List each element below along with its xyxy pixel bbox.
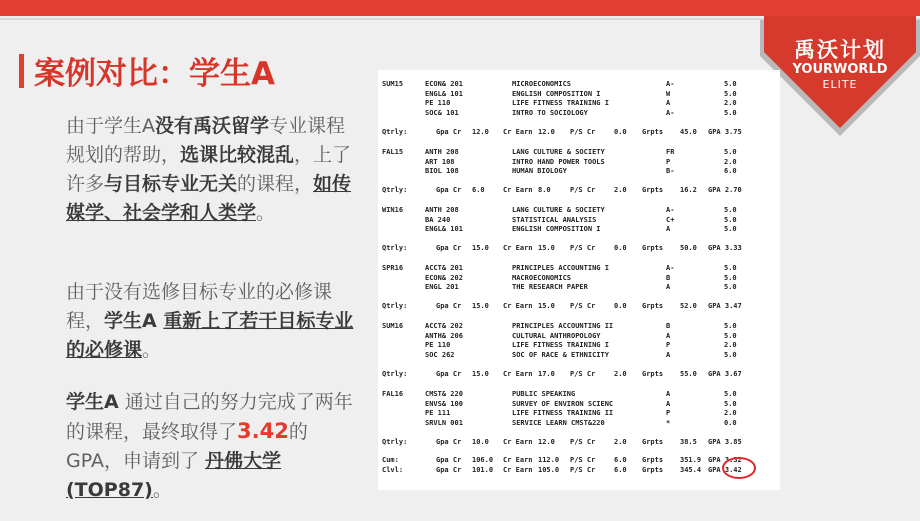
course-credits: 5.0: [724, 148, 737, 156]
summary-cell: GPA 2.70: [708, 186, 742, 194]
course-credits: 5.0: [724, 80, 737, 88]
course-grade: B-: [666, 167, 675, 176]
summary-cell: Grpts: [642, 370, 664, 378]
course-code: PE 111: [425, 409, 451, 418]
course-title: HUMAN BIOLOGY: [512, 167, 567, 176]
course-credits: 5.0: [724, 390, 737, 398]
course-code: CMST& 220: [425, 390, 463, 398]
term-code: SPR16: [382, 264, 404, 272]
course-title: INTRO TO SOCIOLOGY: [512, 108, 588, 117]
course-code: ENVS& 100: [425, 399, 463, 408]
paragraph-2: [66, 278, 356, 365]
course-grade: A-: [666, 108, 675, 117]
summary-cell: GPA 3.32: [708, 456, 742, 464]
course-title: LIFE FITNESS TRAINING II: [512, 409, 614, 418]
summary-cell: 0.0: [614, 244, 627, 252]
course-title: MICROECONOMICS: [512, 80, 572, 88]
slide-title: 案例对比：学生A: [34, 56, 275, 92]
p1-underlined-highlight: 如传媒学、社会学和人类学: [66, 173, 352, 224]
term-code: WIN16: [382, 206, 404, 214]
course-credits: 5.0: [724, 108, 737, 117]
summary-cell: Clvl:: [382, 466, 404, 474]
summary-cell: Cr Earn: [503, 186, 533, 194]
course-credits: 5.0: [724, 399, 737, 408]
summary-cell: 15.0: [538, 302, 555, 310]
logo-english-text: YOURWORLD: [792, 62, 888, 77]
course-title: LIFE FITNESS TRAINING I: [512, 341, 609, 350]
summary-cell: Gpa Cr: [436, 244, 462, 252]
course-code: ART 108: [425, 157, 455, 166]
summary-cell: 2.0: [614, 438, 627, 446]
summary-cell: Gpa Cr: [436, 128, 462, 136]
summary-cell: P/S Cr: [570, 244, 596, 252]
course-credits: 2.0: [724, 157, 737, 166]
summary-cell: 12.0: [538, 128, 555, 136]
paragraph-1: [66, 112, 356, 228]
summary-cell: Grpts: [642, 466, 664, 474]
summary-cell: Qtrly:: [382, 370, 408, 378]
course-credits: 5.0: [724, 331, 737, 340]
logo-chinese-text: 禹沃计划: [794, 38, 886, 62]
summary-cell: Cr Earn: [503, 466, 533, 474]
course-code: ACCT& 201: [425, 264, 463, 272]
course-grade: A: [666, 99, 671, 108]
course-code: ENGL& 101: [425, 89, 463, 98]
summary-cell: Gpa Cr: [436, 186, 462, 194]
course-grade: A: [666, 399, 671, 408]
summary-cell: 15.0: [538, 244, 555, 252]
summary-cell: 15.0: [472, 370, 489, 378]
summary-cell: Cr Earn: [503, 128, 533, 136]
summary-cell: Cum:: [382, 456, 399, 464]
summary-cell: 12.0: [538, 438, 555, 446]
course-code: SOC 262: [425, 350, 455, 359]
course-code: PE 110: [425, 99, 451, 108]
term-code: FAL16: [382, 390, 404, 398]
summary-cell: Qtrly:: [382, 438, 408, 446]
p1-text: 。: [256, 202, 276, 224]
course-title: SOC OF RACE & ETHNICITY: [512, 350, 609, 359]
summary-cell: Gpa Cr: [436, 302, 462, 310]
summary-cell: Gpa Cr: [436, 466, 462, 474]
course-title: PRINCIPLES ACCOUNTING II: [512, 322, 614, 330]
course-credits: 5.0: [724, 273, 737, 282]
course-title: SERVICE LEARN CMST&220: [512, 418, 605, 427]
p2-highlight: 学生A: [104, 310, 164, 332]
summary-cell: P/S Cr: [570, 438, 596, 446]
yourworld-logo: [760, 0, 920, 136]
course-title: CULTURAL ANTHROPOLOGY: [512, 331, 601, 340]
course-credits: 5.0: [724, 225, 737, 234]
course-credits: 5.0: [724, 283, 737, 292]
summary-cell: P/S Cr: [570, 370, 596, 378]
paragraph-3: [66, 388, 356, 505]
summary-cell: Qtrly:: [382, 186, 408, 194]
summary-cell: 17.0: [538, 370, 555, 378]
course-code: ANTH 208: [425, 206, 459, 214]
course-credits: 5.0: [724, 350, 737, 359]
term-code: SUM16: [382, 322, 404, 330]
summary-cell: Grpts: [642, 438, 664, 446]
course-credits: 5.0: [724, 206, 737, 214]
summary-cell: Qtrly:: [382, 128, 408, 136]
summary-cell: Qtrly:: [382, 244, 408, 252]
summary-cell: 16.2: [680, 186, 697, 194]
course-grade: A: [666, 390, 671, 398]
p1-text: 专业课程规划的帮助，: [66, 115, 346, 166]
university-name: 丹佛大学(TOP87): [66, 450, 282, 501]
summary-cell: 50.0: [680, 244, 697, 252]
summary-cell: Grpts: [642, 456, 664, 464]
summary-cell: Grpts: [642, 186, 664, 194]
summary-cell: 38.5: [680, 438, 697, 446]
course-grade: *: [666, 418, 671, 427]
course-title: LANG CULTURE & SOCIETY: [512, 148, 605, 156]
course-grade: A: [666, 331, 671, 340]
summary-cell: GPA 3.75: [708, 128, 742, 136]
course-credits: 2.0: [724, 341, 737, 350]
summary-cell: GPA 3.67: [708, 370, 742, 378]
summary-cell: GPA 3.85: [708, 438, 742, 446]
course-title: LANG CULTURE & SOCIETY: [512, 206, 605, 214]
p1-highlight: 与目标专业无关: [104, 173, 238, 195]
course-grade: FR: [666, 148, 675, 156]
gpa-value: 3.42: [237, 419, 289, 443]
summary-cell: P/S Cr: [570, 128, 596, 136]
summary-cell: 15.0: [472, 244, 489, 252]
summary-cell: Cr Earn: [503, 438, 533, 446]
course-grade: B: [666, 322, 671, 330]
course-code: ACCT& 202: [425, 322, 463, 330]
course-title: STATISTICAL ANALYSIS: [512, 215, 597, 224]
course-grade: A: [666, 350, 671, 359]
p1-text: 由于学生A: [66, 115, 155, 137]
course-code: ENGL& 101: [425, 225, 463, 234]
transcript-image: [378, 70, 780, 490]
summary-cell: 10.0: [472, 438, 489, 446]
summary-cell: 52.0: [680, 302, 697, 310]
course-code: SOC& 101: [425, 108, 459, 117]
summary-cell: 112.0: [538, 456, 560, 464]
summary-cell: 6.0: [614, 466, 627, 474]
course-title: PUBLIC SPEAKING: [512, 390, 576, 398]
summary-cell: P/S Cr: [570, 186, 596, 194]
course-credits: 5.0: [724, 89, 737, 98]
p3-text: 的GPA，申请到了: [66, 421, 308, 472]
summary-cell: 6.0: [472, 186, 485, 194]
p1-text: ，上了许多: [66, 144, 352, 195]
summary-cell: 2.0: [614, 370, 627, 378]
p1-highlight: 选课比较混乱: [180, 144, 295, 166]
summary-cell: P/S Cr: [570, 456, 596, 464]
summary-cell: P/S Cr: [570, 466, 596, 474]
course-code: ENGL 201: [425, 283, 459, 292]
course-grade: P: [666, 157, 671, 166]
term-code: SUM15: [382, 80, 404, 88]
summary-cell: 351.9: [680, 456, 702, 464]
summary-cell: GPA 3.42: [708, 466, 742, 474]
course-grade: A: [666, 225, 671, 234]
course-credits: 5.0: [724, 264, 737, 272]
summary-cell: 8.0: [538, 186, 551, 194]
course-grade: P: [666, 409, 671, 418]
course-code: ECON& 202: [425, 273, 463, 282]
course-title: LIFE FITNESS TRAINING I: [512, 99, 609, 108]
course-credits: 5.0: [724, 322, 737, 330]
summary-cell: Cr Earn: [503, 370, 533, 378]
p1-highlight: 没有禹沃留学: [155, 115, 270, 137]
summary-cell: Gpa Cr: [436, 370, 462, 378]
summary-cell: Grpts: [642, 128, 664, 136]
summary-cell: 12.0: [472, 128, 489, 136]
summary-cell: Cr Earn: [503, 456, 533, 464]
summary-cell: 55.0: [680, 370, 697, 378]
course-grade: W: [666, 89, 671, 98]
course-credits: 5.0: [724, 215, 737, 224]
course-grade: A: [666, 283, 671, 292]
summary-cell: Gpa Cr: [436, 456, 462, 464]
gpa-highlight-circle: [722, 457, 756, 479]
course-code: SRVLN 001: [425, 418, 463, 427]
p3-text: 通过自己的努力完成了两年的课程，最终取得了: [66, 391, 353, 443]
course-credits: 2.0: [724, 409, 737, 418]
logo-subtitle: ELITE: [822, 78, 858, 91]
summary-cell: 105.0: [538, 466, 560, 474]
summary-cell: Cr Earn: [503, 302, 533, 310]
course-code: PE 110: [425, 341, 451, 350]
course-title: ENGLISH COMPOSITION I: [512, 89, 601, 98]
p2-underlined-highlight: 重新上了若干目标专业的必修课: [66, 310, 354, 361]
course-code: BA 240: [425, 215, 451, 224]
course-credits: 0.0: [724, 418, 737, 427]
summary-cell: 15.0: [472, 302, 489, 310]
course-title: PRINCIPLES ACCOUNTING I: [512, 264, 609, 272]
course-title: ENGLISH COMPOSITION I: [512, 225, 601, 234]
course-grade: A-: [666, 80, 675, 88]
p3-text: 。: [152, 479, 172, 501]
summary-cell: Grpts: [642, 302, 664, 310]
course-code: ECON& 201: [425, 80, 463, 88]
summary-cell: Cr Earn: [503, 244, 533, 252]
summary-cell: P/S Cr: [570, 302, 596, 310]
summary-cell: 2.0: [614, 186, 627, 194]
p1-text: 的课程，: [237, 173, 314, 195]
summary-cell: 0.0: [614, 128, 627, 136]
summary-cell: Grpts: [642, 244, 664, 252]
course-title: INTRO HAND POWER TOOLS: [512, 157, 605, 166]
course-code: ANTH 208: [425, 148, 459, 156]
course-credits: 6.0: [724, 167, 737, 176]
summary-cell: 45.0: [680, 128, 697, 136]
summary-cell: 0.0: [614, 302, 627, 310]
course-title: THE RESEARCH PAPER: [512, 283, 588, 292]
summary-cell: GPA 3.47: [708, 302, 742, 310]
summary-cell: 345.4: [680, 466, 702, 474]
course-code: ANTH& 206: [425, 331, 463, 340]
summary-cell: GPA 3.33: [708, 244, 742, 252]
summary-cell: 6.0: [614, 456, 627, 464]
course-title: MACROECONOMICS: [512, 273, 572, 282]
title-accent-bar: [19, 54, 24, 88]
course-grade: C+: [666, 215, 675, 224]
p2-text: 。: [142, 339, 162, 361]
p3-highlight: 学生A: [66, 391, 119, 413]
summary-cell: 106.0: [472, 456, 494, 464]
course-grade: A-: [666, 206, 675, 214]
course-grade: P: [666, 341, 671, 350]
course-credits: 2.0: [724, 99, 737, 108]
summary-cell: Gpa Cr: [436, 438, 462, 446]
summary-cell: 101.0: [472, 466, 494, 474]
course-grade: A-: [666, 264, 675, 272]
p2-text: 由于没有选修目标专业的必修课程，: [66, 281, 333, 332]
course-grade: B: [666, 273, 671, 282]
term-code: FAL15: [382, 148, 404, 156]
course-code: BIOL 108: [425, 167, 459, 176]
course-title: SURVEY OF ENVIRON SCIENC: [512, 399, 614, 408]
summary-cell: Qtrly:: [382, 302, 408, 310]
